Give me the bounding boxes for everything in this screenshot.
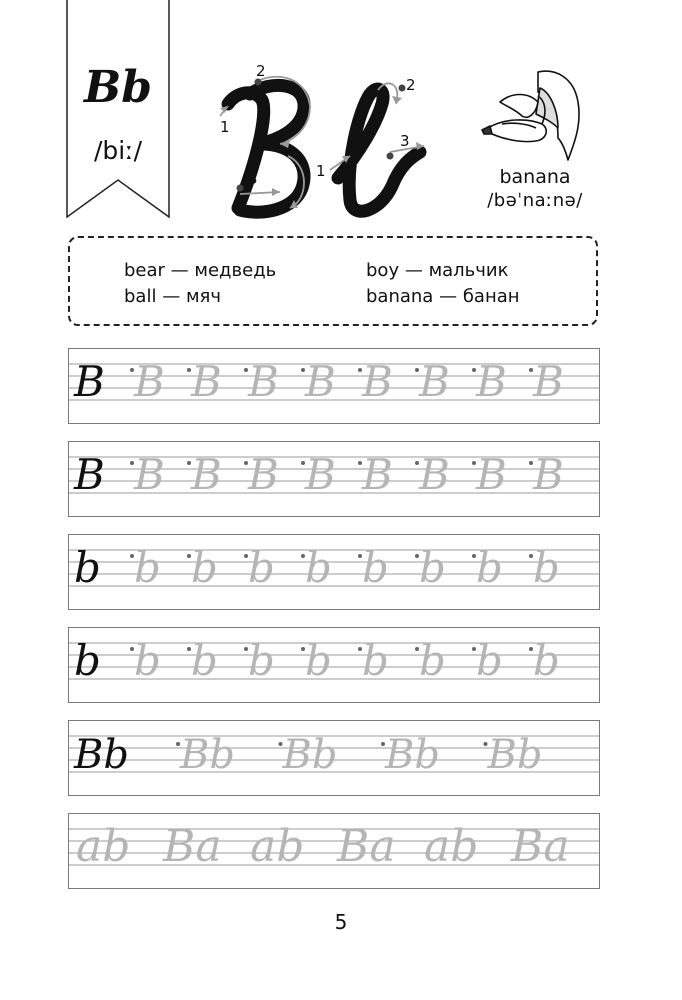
traced-letter: B xyxy=(134,450,165,499)
traced-letter: b xyxy=(134,543,161,592)
traced-letter: B xyxy=(419,357,450,406)
start-dot xyxy=(529,368,533,372)
upper-stroke-number-2: 2 xyxy=(256,62,266,80)
start-dot xyxy=(358,554,362,558)
start-dot xyxy=(244,554,248,558)
start-dot xyxy=(415,647,419,651)
start-dot xyxy=(130,554,134,558)
start-dot xyxy=(381,742,385,746)
traced-letter: B xyxy=(305,357,336,406)
traced-letter: b xyxy=(191,543,218,592)
practice-row-1 xyxy=(68,348,600,424)
traced-letter: Bb xyxy=(487,732,543,778)
traced-letter: b xyxy=(305,543,332,592)
traced-letter: b xyxy=(134,636,161,685)
start-dot xyxy=(415,461,419,465)
sample-letter: b xyxy=(74,636,101,685)
vocab-russian: банан xyxy=(462,286,520,307)
practice-row-6 xyxy=(68,813,600,889)
start-dot xyxy=(244,368,248,372)
traced-letter: B xyxy=(362,450,393,499)
start-dot xyxy=(244,461,248,465)
practice-row-2 xyxy=(68,441,600,517)
traced-letter: Bb xyxy=(385,732,440,778)
start-dot xyxy=(301,368,305,372)
start-dot xyxy=(358,461,362,465)
sample-letter: Bb xyxy=(74,732,129,778)
start-dot xyxy=(301,554,305,558)
sample-letter: B xyxy=(74,450,105,499)
traced-letter: Bb xyxy=(282,732,338,778)
traced-letter: b xyxy=(248,543,275,592)
ribbon-transcription: /biː/ xyxy=(93,136,143,165)
start-dot xyxy=(187,554,191,558)
start-dot xyxy=(358,647,362,651)
traced-letter: b xyxy=(419,543,446,592)
traced-letter: B xyxy=(248,450,279,499)
sample-letter: B xyxy=(74,357,105,406)
start-dot xyxy=(187,461,191,465)
vocab-english: boy xyxy=(366,260,400,281)
start-dot xyxy=(484,742,488,746)
vocab-russian: мальчик xyxy=(428,260,509,281)
start-dot xyxy=(301,647,305,651)
start-dot xyxy=(472,647,476,651)
practice-row-5 xyxy=(68,720,600,796)
traced-letter: B xyxy=(533,450,564,499)
traced-letter: b xyxy=(476,636,503,685)
traced-letter: b xyxy=(362,636,389,685)
traced-letter: b xyxy=(191,636,218,685)
picture-transcription: /bəˈnaːnə/ xyxy=(487,190,583,211)
start-dot xyxy=(529,554,533,558)
vocab-item-3 xyxy=(366,260,509,281)
vocab-dash: — xyxy=(170,260,189,281)
start-dot xyxy=(187,647,191,651)
start-dot xyxy=(472,461,476,465)
traced-letter: B xyxy=(248,357,279,406)
practice-row-4 xyxy=(68,627,600,703)
traced-letter: b xyxy=(305,636,332,685)
start-dot xyxy=(187,368,191,372)
vocab-item-1 xyxy=(124,260,276,281)
traced-letter: B xyxy=(476,450,507,499)
lowercase-b-cursive xyxy=(338,89,420,211)
banana-icon xyxy=(478,62,590,166)
traced-letter: b xyxy=(362,543,389,592)
traced-letters: Ba xyxy=(511,821,570,872)
vocab-russian: медведь xyxy=(194,260,277,281)
vocab-english: bear xyxy=(124,260,165,281)
vocab-english: banana xyxy=(366,286,434,307)
start-dot xyxy=(529,461,533,465)
traced-letter: B xyxy=(134,357,165,406)
ribbon-letter-pair: Bb xyxy=(84,62,152,113)
traced-letter: B xyxy=(191,450,222,499)
traced-letter: B xyxy=(191,357,222,406)
vocab-item-4 xyxy=(366,286,520,307)
sample-letter: b xyxy=(74,543,101,592)
traced-letters: ab xyxy=(250,821,305,872)
start-dot xyxy=(279,742,283,746)
vocab-english: ball xyxy=(124,286,157,307)
traced-letter: B xyxy=(533,357,564,406)
upper-stroke-number-3: 3 xyxy=(248,170,258,188)
vocab-russian: мяч xyxy=(185,286,221,307)
lower-stroke-number-2: 2 xyxy=(406,76,416,94)
stroke-order-letters xyxy=(210,60,450,230)
start-dot xyxy=(472,368,476,372)
start-dot xyxy=(130,647,134,651)
lower-stroke-number-1: 1 xyxy=(316,162,326,180)
traced-letter: b xyxy=(248,636,275,685)
traced-letters: ab xyxy=(424,821,479,872)
start-dot xyxy=(415,368,419,372)
letter-ribbon xyxy=(66,0,170,218)
traced-letter: b xyxy=(419,636,446,685)
start-dot xyxy=(244,647,248,651)
traced-letter: b xyxy=(533,636,560,685)
vocab-item-2 xyxy=(124,286,221,307)
start-dot xyxy=(301,461,305,465)
start-dot xyxy=(529,647,533,651)
traced-letter: B xyxy=(362,357,393,406)
vocab-dash: — xyxy=(439,286,458,307)
traced-letter: B xyxy=(419,450,450,499)
start-dot xyxy=(472,554,476,558)
traced-letters: ab xyxy=(76,821,131,872)
traced-letters: Ba xyxy=(337,821,396,872)
vocab-dash: — xyxy=(404,260,423,281)
traced-letter: b xyxy=(533,543,560,592)
practice-row-3 xyxy=(68,534,600,610)
start-dot xyxy=(415,554,419,558)
traced-letter: b xyxy=(476,543,503,592)
start-dot xyxy=(176,742,180,746)
start-dot xyxy=(130,368,134,372)
traced-letter: B xyxy=(476,357,507,406)
traced-letter: Bb xyxy=(180,732,235,778)
traced-letter: B xyxy=(305,450,336,499)
start-dot xyxy=(358,368,362,372)
upper-stroke-number-1: 1 xyxy=(220,118,230,136)
vocab-dash: — xyxy=(162,286,181,307)
traced-letters: Ba xyxy=(163,821,222,872)
page-number: 5 xyxy=(334,910,348,934)
picture-word: banana xyxy=(499,166,571,188)
lower-stroke-number-3: 3 xyxy=(400,132,410,150)
vocabulary-box xyxy=(68,236,598,326)
start-dot xyxy=(130,461,134,465)
